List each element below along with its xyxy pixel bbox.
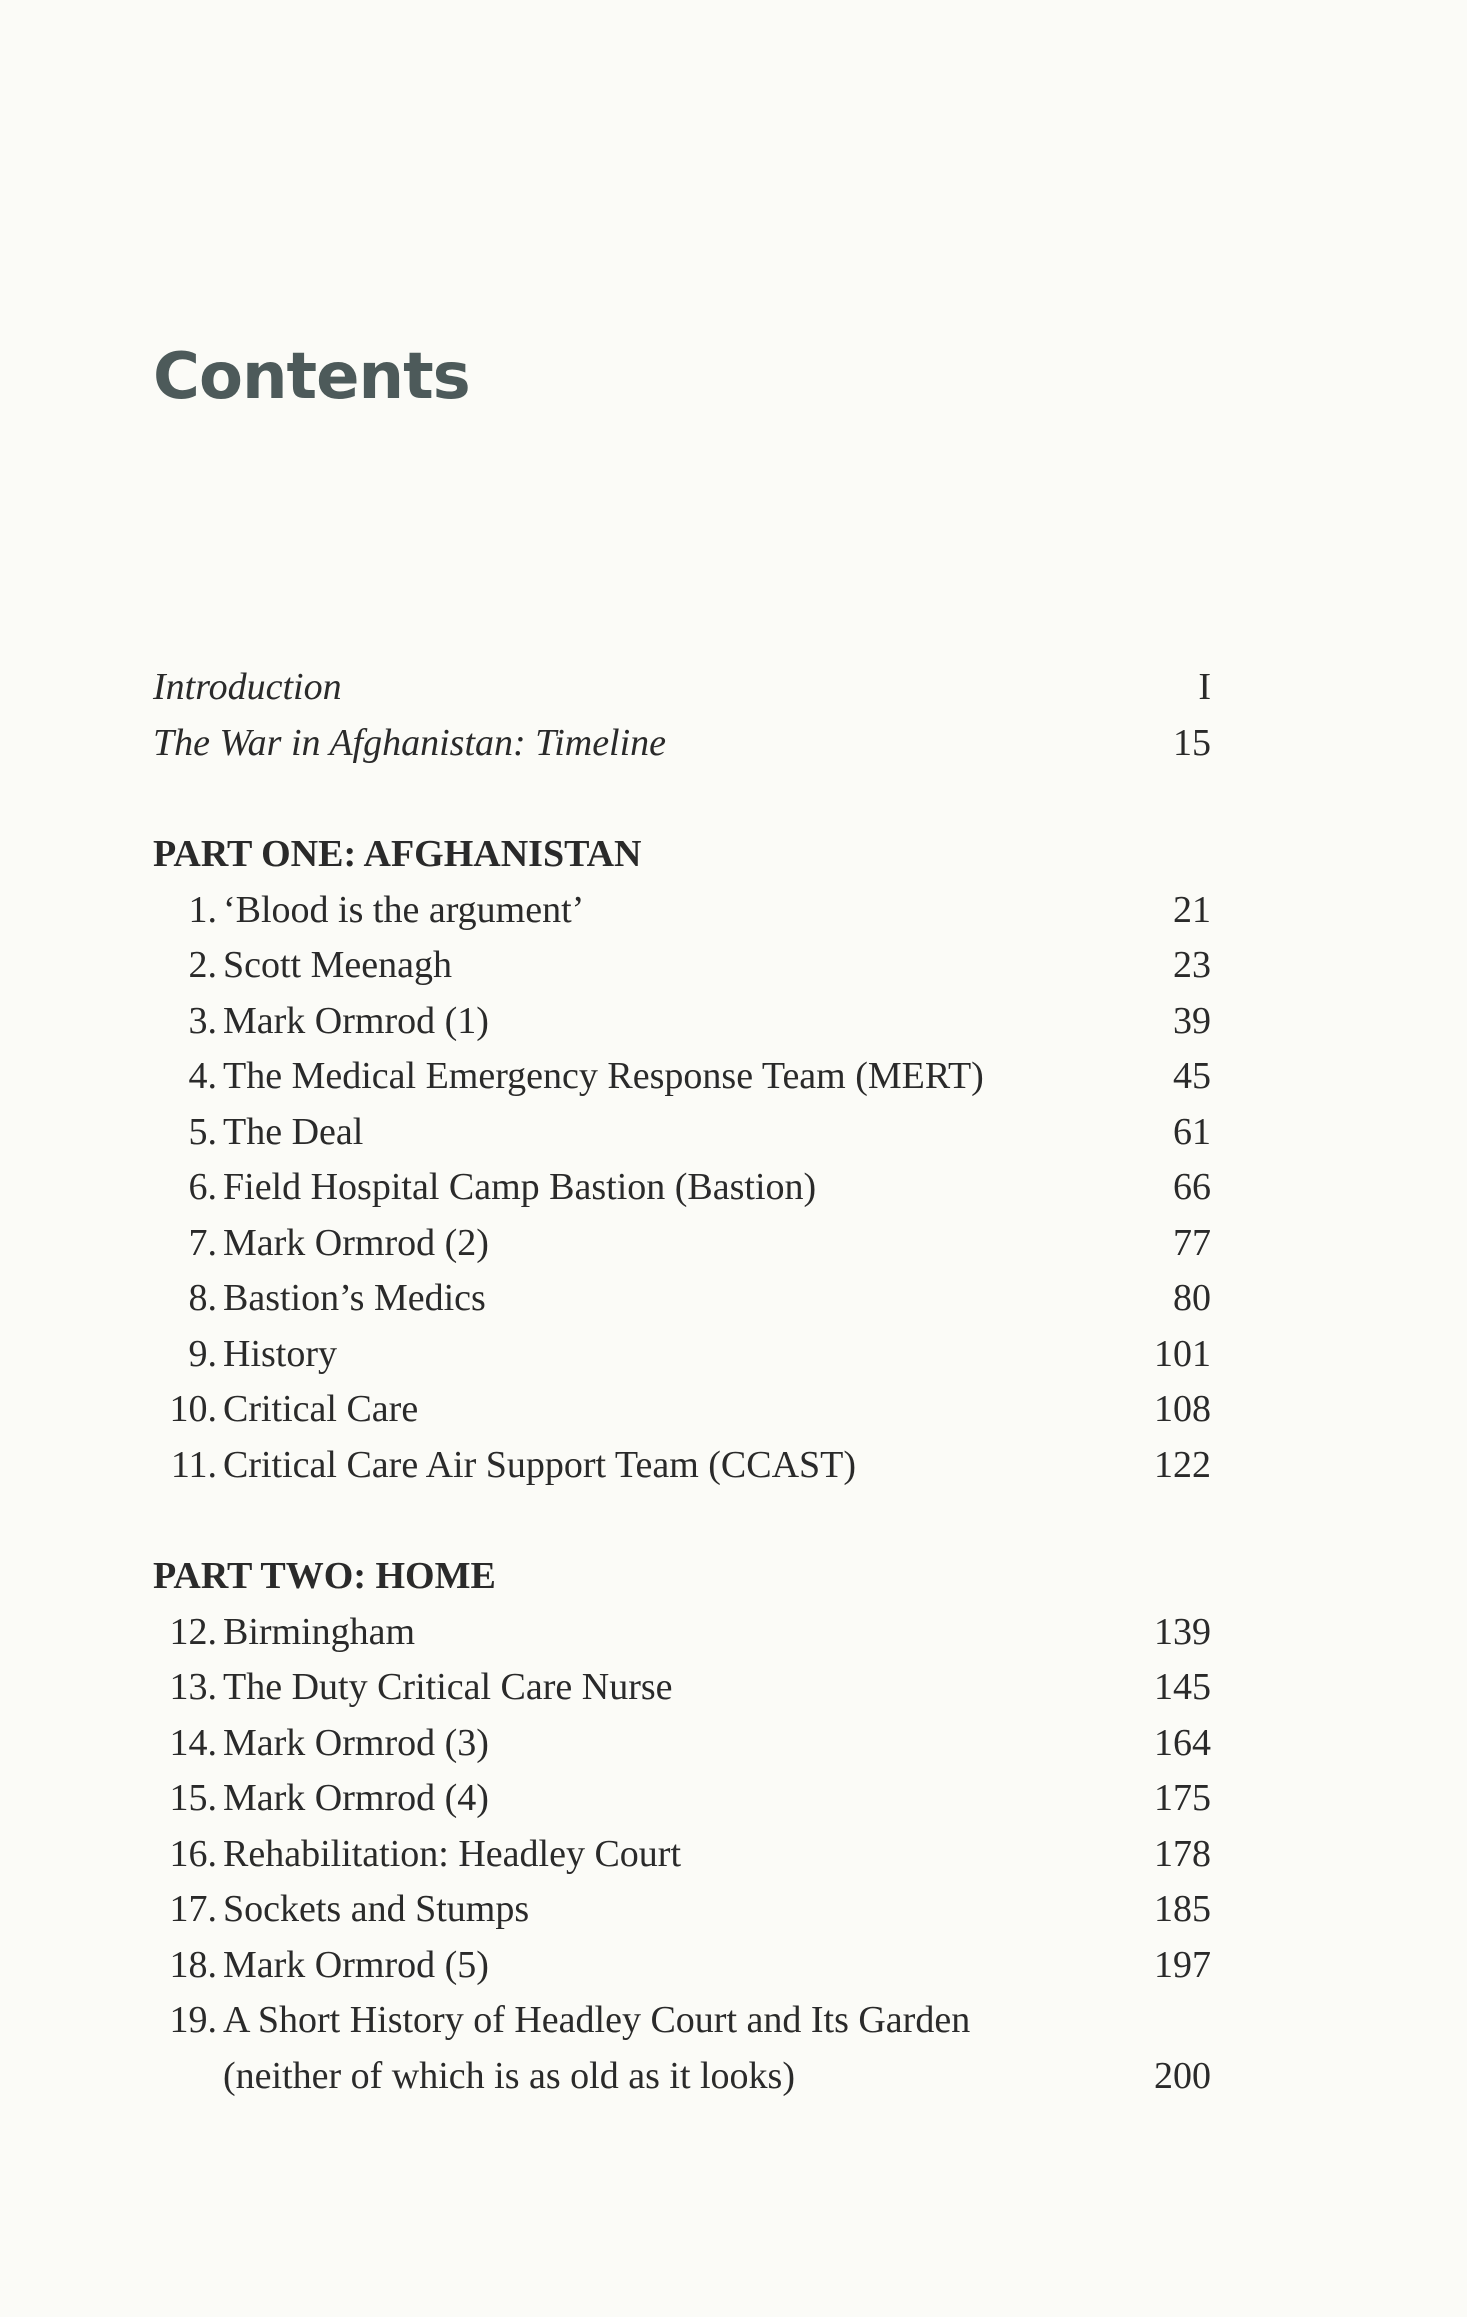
chapter-entry	[153, 1993, 1211, 2104]
chapter-page-number: 164	[1154, 1721, 1211, 1764]
chapter-page-number: 108	[1154, 1388, 1211, 1430]
chapter-entry	[153, 1827, 1211, 1883]
section-gap	[153, 1493, 1211, 1549]
chapter-number: 5.	[188, 1110, 217, 1153]
chapter-number: 7.	[188, 1221, 217, 1264]
chapter-title: History	[223, 1332, 337, 1375]
chapter-number: 12.	[169, 1610, 217, 1653]
chapter-title-line-1: A Short History of Headley Court and Its Garden	[223, 1999, 971, 2041]
chapter-number: 6.	[188, 1166, 217, 1208]
chapter-title: Field Hospital Camp Bastion (Bastion)	[223, 1166, 817, 1208]
part-title: PART TWO: HOME	[153, 1555, 496, 1597]
chapter-entry	[153, 1049, 1211, 1105]
chapter-title: Mark Ormrod (4)	[223, 1777, 489, 1819]
chapter-page-number: 197	[1154, 1943, 1211, 1986]
chapter-entry	[153, 883, 1211, 939]
chapter-page-number: 61	[1173, 1110, 1211, 1153]
chapter-page-number: 178	[1154, 1832, 1211, 1875]
chapter-number: 18.	[169, 1943, 217, 1986]
chapter-title: Birmingham	[223, 1610, 416, 1653]
chapter-number: 13.	[169, 1666, 217, 1708]
chapter-page-number: 21	[1173, 888, 1211, 931]
chapter-entry	[153, 1216, 1211, 1272]
chapter-number: 19.	[169, 1999, 217, 2041]
table-of-contents	[153, 660, 1211, 2104]
entry-title: Introduction	[153, 666, 342, 708]
chapter-page-number: 175	[1154, 1777, 1211, 1819]
chapter-page-number: 185	[1154, 1888, 1211, 1930]
chapter-title: Critical Care Air Support Team (CCAST)	[223, 1443, 857, 1486]
toc-entry-timeline	[153, 716, 1211, 772]
chapter-number: 9.	[188, 1332, 217, 1375]
chapter-number: 3.	[188, 999, 217, 1042]
chapter-page-number: 139	[1154, 1610, 1211, 1653]
chapter-title: Mark Ormrod (1)	[223, 999, 489, 1042]
chapter-entry	[153, 1327, 1211, 1383]
part-title: PART ONE: AFGHANISTAN	[153, 833, 642, 875]
chapter-title: Bastion’s Medics	[223, 1277, 486, 1319]
chapter-page-number: 80	[1173, 1277, 1211, 1319]
chapter-title: ‘Blood is the argument’	[223, 888, 585, 931]
chapter-number: 15.	[169, 1777, 217, 1819]
chapter-number: 2.	[188, 944, 217, 986]
page-title: Contents	[153, 340, 470, 414]
chapter-entry	[153, 1660, 1211, 1716]
chapter-page-number: 145	[1154, 1666, 1211, 1708]
chapter-page-number: 66	[1173, 1166, 1211, 1208]
chapter-entry	[153, 1271, 1211, 1327]
chapter-entry	[153, 994, 1211, 1050]
chapter-page-number: 200	[1154, 2054, 1211, 2097]
toc-entry-introduction	[153, 660, 1211, 716]
chapter-entry	[153, 1160, 1211, 1216]
part-heading-one	[153, 827, 1211, 883]
chapter-title: Mark Ormrod (3)	[223, 1721, 489, 1764]
chapter-title: Scott Meenagh	[223, 944, 453, 986]
section-gap	[153, 771, 1211, 827]
chapter-number: 11.	[170, 1443, 217, 1486]
chapter-title-line-2: (neither of which is as old as it looks)	[223, 2054, 796, 2097]
entry-page-number: I	[1198, 666, 1211, 708]
chapter-title: Sockets and Stumps	[223, 1888, 530, 1930]
chapter-entry	[153, 1771, 1211, 1827]
chapter-page-number: 23	[1173, 944, 1211, 986]
chapter-title: Rehabilitation: Headley Court	[223, 1832, 682, 1875]
chapter-entry	[153, 1438, 1211, 1494]
chapter-entry	[153, 1605, 1211, 1661]
chapter-title: Mark Ormrod (5)	[223, 1943, 489, 1986]
chapter-page-number: 45	[1173, 1055, 1211, 1097]
chapter-title	[223, 1993, 1103, 2104]
chapter-entry	[153, 938, 1211, 994]
chapter-page-number: 77	[1173, 1221, 1211, 1264]
chapter-entry	[153, 1382, 1211, 1438]
chapter-title: The Deal	[223, 1110, 364, 1153]
chapter-number: 16.	[169, 1832, 217, 1875]
chapter-entry	[153, 1105, 1211, 1161]
chapter-page-number: 39	[1173, 999, 1211, 1042]
entry-page-number: 15	[1173, 721, 1211, 764]
chapter-title: Mark Ormrod (2)	[223, 1221, 489, 1264]
chapter-page-number: 122	[1154, 1443, 1211, 1486]
chapter-number: 4.	[188, 1055, 217, 1097]
chapter-entry	[153, 1716, 1211, 1772]
chapter-entry	[153, 1938, 1211, 1994]
chapter-entry	[153, 1882, 1211, 1938]
chapter-number: 1.	[188, 888, 217, 931]
chapter-number: 8.	[188, 1277, 217, 1319]
chapter-number: 14.	[169, 1721, 217, 1764]
part-heading-two	[153, 1549, 1211, 1605]
chapter-title: The Duty Critical Care Nurse	[223, 1666, 673, 1708]
chapter-number: 10.	[169, 1388, 217, 1430]
chapter-title: Critical Care	[223, 1388, 419, 1430]
entry-title: The War in Afghanistan: Timeline	[153, 721, 667, 764]
chapter-page-number: 101	[1154, 1332, 1211, 1375]
chapter-number: 17.	[169, 1888, 217, 1930]
chapter-title: The Medical Emergency Response Team (MERT)	[223, 1055, 984, 1097]
